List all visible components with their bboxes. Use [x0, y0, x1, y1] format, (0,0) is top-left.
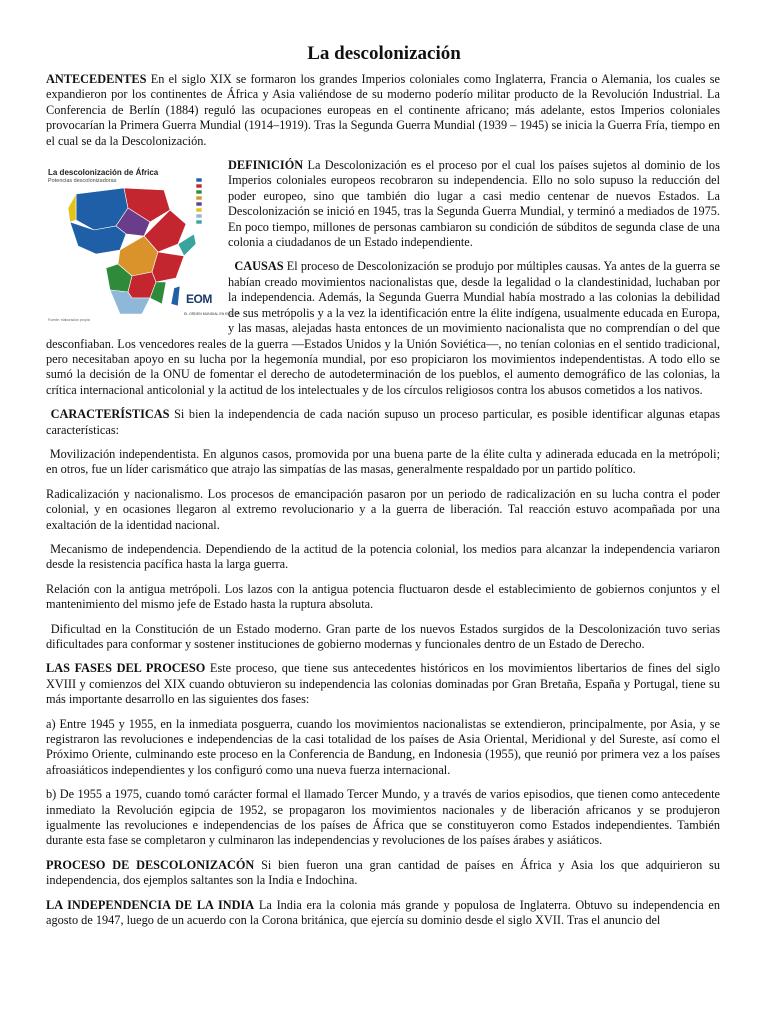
eom-logo-tagline: EL ORDEN MUNDIAL EN EL S. XXI [184, 312, 241, 317]
legend-swatch-4 [196, 196, 202, 200]
heading-definicion: DEFINICIÓN [228, 158, 304, 173]
legend-swatch-1 [196, 178, 202, 182]
map-subtitle: Potencias descolonizadoras [48, 178, 117, 185]
text-causas: El proceso de Descolonización se produjo por múltiples causas. Ya antes de la guerra se habían creado movimientos nacionalistas que, desde la legalidad o la clandestinidad, luchaban por la independencia. Además, la Segunda Guerra Mundial había mostrado a las colonias la debilidad de sus metrópolis y a la vez la identificación entre la élite indígena, usualmente educada en Europa, y las masas, alejadas hasta entonces de un movimiento nacionalista que no comprendían o del que desconfiaban. Los vencedores reales de la guerra —Estados Unidos y la Unión Soviética—, no tenían colonias en el sentido tradicional, pero necesitaban apoyo en su lucha por la hegemonía mundial, por eso propiciaron los movimientos independentistas. A todo ello se sumó la decisión de la ONU de fomentar el derecho de autodeterminación de los pueblos, el aumento demográfico de las colonias, la crítica internacional anticolonial y la actitud de los intelectuales y de los círculos religiosos contra los abusos cometidos a los nativos. [46, 259, 720, 397]
text-proceso: Si bien fueron una gran cantidad de países en África y Asia los que adquirieron su independencia, dos ejemplos saltantes son la India e Indochina. [46, 857, 720, 888]
item-relacion: Relación con la antigua metrópoli. Los lazos con la antigua potencia fluctuaron desde el establecimiento de gobiernos conjuntos y el mantenimiento del mismo jefe de Estado hasta la ruptura absoluta. [46, 581, 720, 612]
paragraph-fase-a: a) Entre 1945 y 1955, en la inmediata posguerra, cuando los movimientos nacionalistas se extendieron, principalmente, por Asia, y se registraron las revoluciones e independencias de la casi totalidad de los países de Asia Oriental, Meridional y del Sureste, así como el Próximo Oriente, culminando este proceso en la Conferencia de Bandung, en Indonesia (1955), que reunió por primera vez a los países afroasiáticos independientes y los configuró como una nueva fuerza internacional. [46, 716, 720, 777]
text-antecedentes: En el siglo XIX se formaron los grandes Imperios coloniales como Inglaterra, Francia o Alemania, los cuales se expandieron por los continentes de África y Asia valiéndose de su moderno poderío militar producto de la Revolución Industrial. La Conferencia de Berlín (1884) reguló las ocupaciones europeas en el continente africano; más adelante, estos Imperios coloniales provocarían la Primera Guerra Mundial (1914–1919). Tras la Segunda Guerra Mundial (1939 – 1945) se inicia la Guerra Fría, tiempo en el cual se da la Descolonización. [46, 72, 720, 148]
list-item [46, 622, 720, 653]
eom-logo: EOM [186, 292, 212, 307]
legend-swatch-6 [196, 208, 202, 212]
heading-india: LA INDEPENDENCIA DE LA INDIA [46, 897, 255, 912]
heading-fases: LAS FASES DEL PROCESO [46, 661, 206, 676]
page-title: La descolonización [307, 43, 461, 64]
item-dificultad: Dificultad en la Constitución de un Estado moderno. Gran parte de los nuevos Estados surgidos de la Descolonización tuvo serias dificultades para conformar y sostener instituciones de gobierno modernas y funcionales dentro de un Estado de Derecho. [46, 621, 721, 651]
heading-antecedentes: ANTECEDENTES [46, 72, 147, 86]
map-credit: Fuente: elaboración propia [48, 318, 90, 323]
heading-caracteristicas: CARACTERÍSTICAS [50, 407, 170, 422]
paragraph-fases [46, 661, 720, 707]
list-item [46, 487, 720, 533]
list-item [46, 542, 720, 573]
paragraph-caracteristicas [46, 407, 720, 438]
item-movilizacion: Movilización independentista. En algunos casos, promovida por una buena parte de la élite culta y adinerada educada en la metrópoli; en otros, fue un líder carismático que atrajo las simpatías de las masas, generalmente respaldado por un partido político. [46, 446, 720, 477]
heading-proceso: PROCESO DE DESCOLONIZACÓN [46, 857, 255, 872]
paragraph-proceso [46, 858, 720, 889]
text-india: La India era la colonia más grande y populosa de Inglaterra. Obtuvo su independencia en agosto de 1947, luego de un acuerdo con la Corona británica, que ejercía su dominio desde el siglo XVII. Tras el anuncio del [46, 897, 720, 928]
item-mecanismo: Mecanismo de independencia. Dependiendo de la actitud de la potencia colonial, los medios para alcanzar la independencia variaron desde la resistencia pacífica hasta la larga guerra. [46, 541, 720, 572]
item-radicalizacion: Radicalización y nacionalismo. Los procesos de emancipación pasaron por un periodo de radicalización en su lucha contra el poder colonial, y en ocasiones llegaron al extremo revolucionario y a la guerra de liberación. Tal reacción estuvo acompañada por una exaltación de la identidad nacional. [46, 486, 720, 532]
list-item [46, 447, 720, 478]
paragraph-india [46, 898, 720, 929]
text-caracteristicas: Si bien la independencia de cada nación supuso un proceso particular, es posible identificar algunas etapas características: [46, 407, 720, 437]
document-body [46, 72, 720, 938]
africa-decolonization-map [46, 164, 241, 323]
legend-swatch-7 [196, 214, 202, 218]
text-definicion: La Descolonización es el proceso por el cual los países sujetos al dominio de los Imperios coloniales europeos recobraron su independencia. Ello no solo supuso la reducción del poder europeo, sino que también dio lugar a casi medio centenar de nuevos Estados. La Descolonización se inició en 1945, tras la Segunda Guerra Mundial, y terminó a mediados de 1975. En poco tiempo, millones de personas cambiaron su condición de súbditos de segunda clase de una colonia a ciudadanos de un Estado independiente. [228, 158, 720, 250]
legend-swatch-3 [196, 190, 202, 194]
legend-swatch-2 [196, 184, 202, 188]
list-item [46, 582, 720, 613]
paragraph-antecedentes [46, 72, 720, 149]
legend-swatch-8 [196, 220, 202, 224]
map-title: La descolonización de África [48, 168, 159, 178]
paragraph-fase-b: b) De 1955 a 1975, cuando tomó carácter formal el llamado Tercer Mundo, y a través de varios episodios, que tienen como antecedente inmediato la Revolución egipcia de 1952, se propagaron los movimientos nacionales y de liberación africanos y se produjeron igualmente las revoluciones e independencias de los países de África que se constituyeron como Estados independientes. También durante esta fase se completaron y culminaron las independencias y revoluciones de los países árabes y asiáticos. [46, 787, 720, 848]
text-fases: Este proceso, que tiene sus antecedentes históricos en los movimientos libertarios de fines del siglo XVIII y comienzos del XIX cuando obtuvieron su independencia las colonias dominadas por Gran Bretaña, España y Portugal, tiene su más importante desarrollo en las siguientes dos fases: [46, 661, 720, 707]
heading-causas: CAUSAS [234, 259, 284, 274]
legend-swatch-5 [196, 202, 202, 206]
